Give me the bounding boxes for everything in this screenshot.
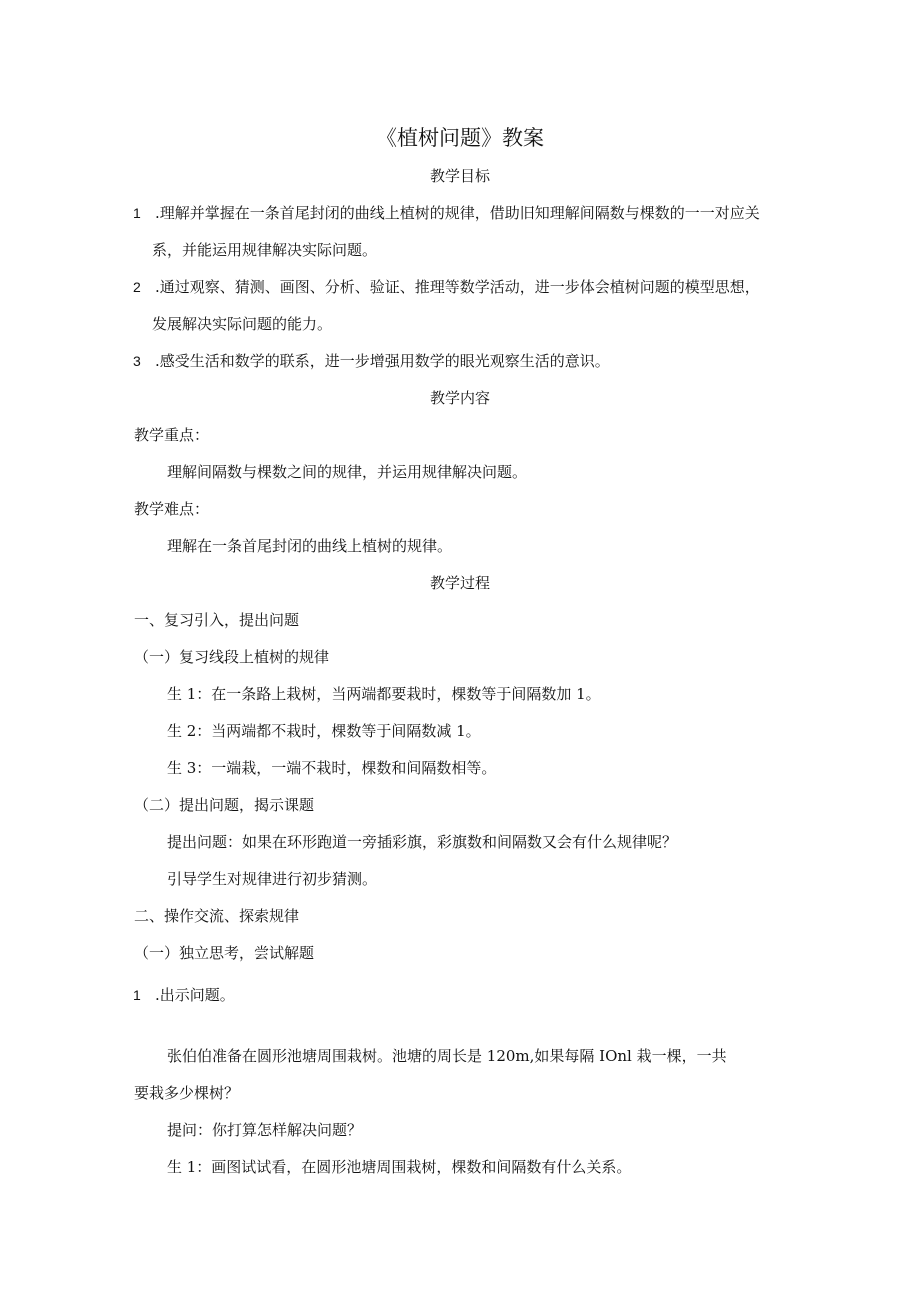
key-point-text: 理解间隔数与棵数之间的规律，并运用规律解决问题。 — [167, 463, 528, 481]
section-heading-process: 教学过程 — [429, 574, 490, 592]
goal-number-3: 3 — [133, 353, 141, 369]
part-2-subheading-1: （一）独立思考，尝试解题 — [134, 944, 315, 962]
difficult-point-text: 理解在一条首尾封闭的曲线上植树的规律。 — [167, 537, 453, 555]
goal-item-1 — [133, 203, 760, 223]
goal-item-1-continued: 系，并能运用规律解决实际问题。 — [152, 241, 378, 259]
teacher-question: 提问：你打算怎样解决问题？ — [167, 1121, 363, 1139]
student-answer-3: 生 3：一端栽，一端不栽时，棵数和间隔数相等。 — [167, 759, 497, 777]
goal-number-2: 2 — [133, 279, 141, 295]
goal-text-2: .通过观察、猜测、画图、分析、验证、推理等数学活动，进一步体会植树问题的模型思想， — [155, 278, 760, 296]
student-answer-1: 生 1：在一条路上栽树，当两端都要栽时，棵数等于间隔数加 1。 — [167, 685, 601, 703]
student-answer-2: 生 2：当两端都不栽时，棵数等于间隔数减 1。 — [167, 722, 481, 740]
posed-question: 提出问题：如果在环形跑道一旁插彩旗，彩旗数和间隔数又会有什么规律呢？ — [167, 833, 678, 851]
step-number-1: 1 — [133, 987, 141, 1003]
part-1-subheading-1: （一）复习线段上植树的规律 — [134, 648, 330, 666]
guide-text: 引导学生对规律进行初步猜测。 — [167, 870, 378, 888]
part-2-heading: 二、操作交流、探索规律 — [134, 907, 300, 925]
problem-text-line-2: 要栽多少棵树？ — [134, 1084, 240, 1102]
goal-item-2 — [133, 277, 760, 297]
section-heading-content: 教学内容 — [429, 389, 490, 407]
section-heading-goals: 教学目标 — [429, 167, 490, 185]
student-answer-1b: 生 1：画图试试看，在圆形池塘周围栽树，棵数和间隔数有什么关系。 — [167, 1158, 632, 1176]
goal-item-3 — [133, 351, 610, 371]
step-text-1: .出示问题。 — [155, 986, 235, 1004]
goal-text-1: .理解并掌握在一条首尾封闭的曲线上植树的规律，借助旧知理解间隔数与棵数的一一对应关 — [155, 204, 760, 222]
problem-text-line-1: 张伯伯准备在圆形池塘周围栽树。池塘的周长是 120m,如果每隔 IOnl 栽一棵，一共 — [167, 1047, 727, 1065]
key-point-label: 教学重点： — [134, 426, 210, 444]
goal-item-2-continued: 发展解决实际问题的能力。 — [152, 315, 333, 333]
part-1-heading: 一、复习引入，提出问题 — [134, 611, 300, 629]
goal-number-1: 1 — [133, 205, 141, 221]
page-title: 《植树问题》教案 — [376, 126, 544, 150]
part-1-subheading-2: （二）提出问题，揭示课题 — [134, 796, 315, 814]
step-item-1 — [133, 985, 235, 1005]
goal-text-3: .感受生活和数学的联系，进一步增强用数学的眼光观察生活的意识。 — [155, 352, 610, 370]
difficult-point-label: 教学难点： — [134, 500, 210, 518]
